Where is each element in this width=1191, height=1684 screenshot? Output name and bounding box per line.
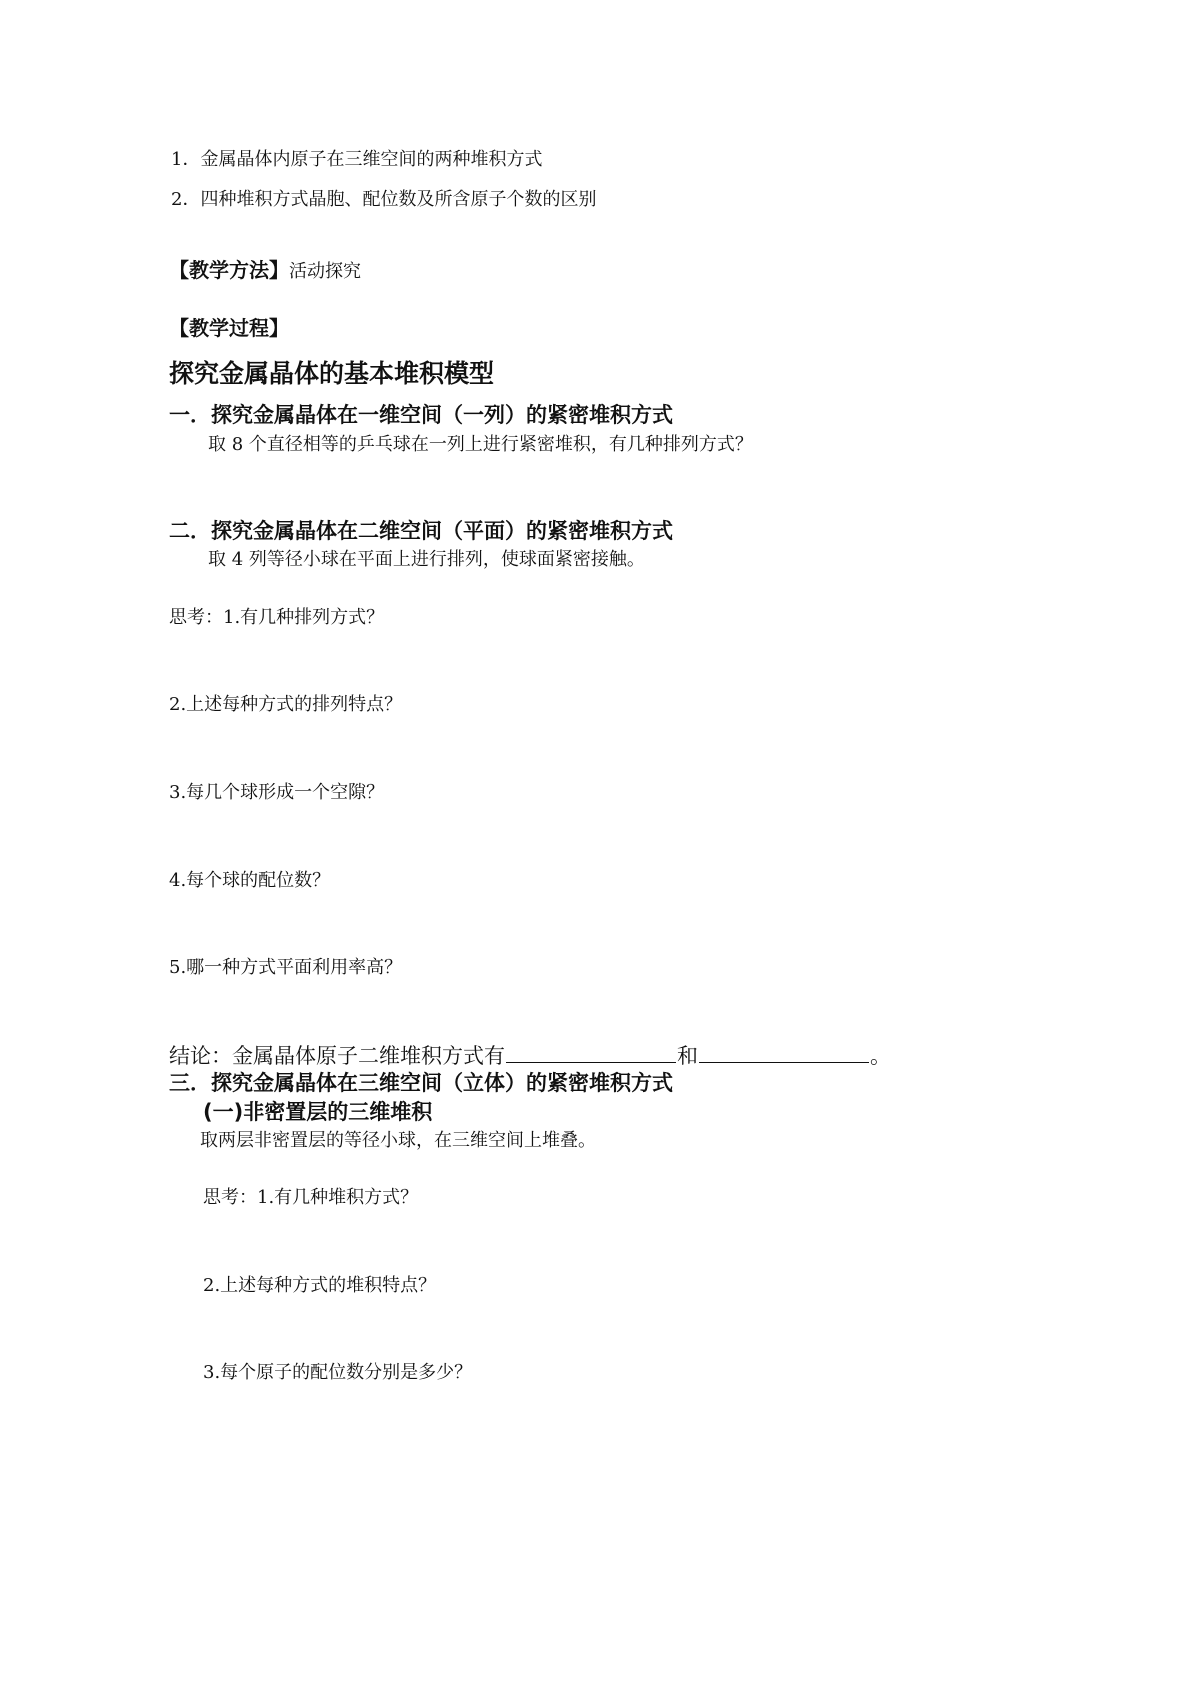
conclusion-blank-2[interactable] xyxy=(699,1043,869,1063)
objective-1: 1．金属晶体内原子在三维空间的两种堆积方式 xyxy=(171,149,543,170)
conclusion-connector: 和 xyxy=(677,1044,698,1068)
conclusion-blank-1[interactable] xyxy=(506,1043,676,1063)
section1-heading: 一．探究金属晶体在一维空间（一列）的紧密堆积方式 xyxy=(169,403,673,427)
section2-question-4: 4.每个球的配位数？ xyxy=(169,870,331,891)
section2-question-3: 3.每几个球形成一个空隙？ xyxy=(169,782,385,803)
section2-question-2: 2.上述每种方式的排列特点？ xyxy=(169,694,403,715)
main-title: 探究金属晶体的基本堆积模型 xyxy=(169,359,495,388)
teaching-method-line xyxy=(169,260,361,281)
section3-question-3: 3.每个原子的配位数分别是多少？ xyxy=(203,1362,473,1383)
teaching-process-label: 【教学过程】 xyxy=(169,316,289,340)
section2-question-5: 5.哪一种方式平面利用率高？ xyxy=(169,957,403,978)
section3-text: 取两层非密置层的等径小球，在三维空间上堆叠。 xyxy=(200,1130,596,1151)
section3-subheading: (一)非密置层的三维堆积 xyxy=(203,1100,433,1124)
teaching-method-value: 活动探究 xyxy=(289,261,361,282)
section2-text: 取 4 列等径小球在平面上进行排列，使球面紧密接触。 xyxy=(208,549,645,570)
section2-conclusion xyxy=(169,1043,891,1067)
teaching-method-label: 【教学方法】 xyxy=(169,258,289,282)
conclusion-prefix: 结论：金属晶体原子二维堆积方式有 xyxy=(169,1044,505,1068)
section2-question-1: 思考：1.有几种排列方式？ xyxy=(169,607,385,628)
section1-text: 取 8 个直径相等的乒乓球在一列上进行紧密堆积，有几种排列方式？ xyxy=(208,434,753,455)
conclusion-end: 。 xyxy=(870,1044,891,1068)
section2-heading: 二．探究金属晶体在二维空间（平面）的紧密堆积方式 xyxy=(169,519,673,543)
section3-heading: 三．探究金属晶体在三维空间（立体）的紧密堆积方式 xyxy=(169,1071,673,1095)
section3-question-2: 2.上述每种方式的堆积特点？ xyxy=(203,1275,437,1296)
objective-2: 2．四种堆积方式晶胞、配位数及所含原子个数的区别 xyxy=(171,189,597,210)
section3-question-1: 思考：1.有几种堆积方式？ xyxy=(203,1187,419,1208)
